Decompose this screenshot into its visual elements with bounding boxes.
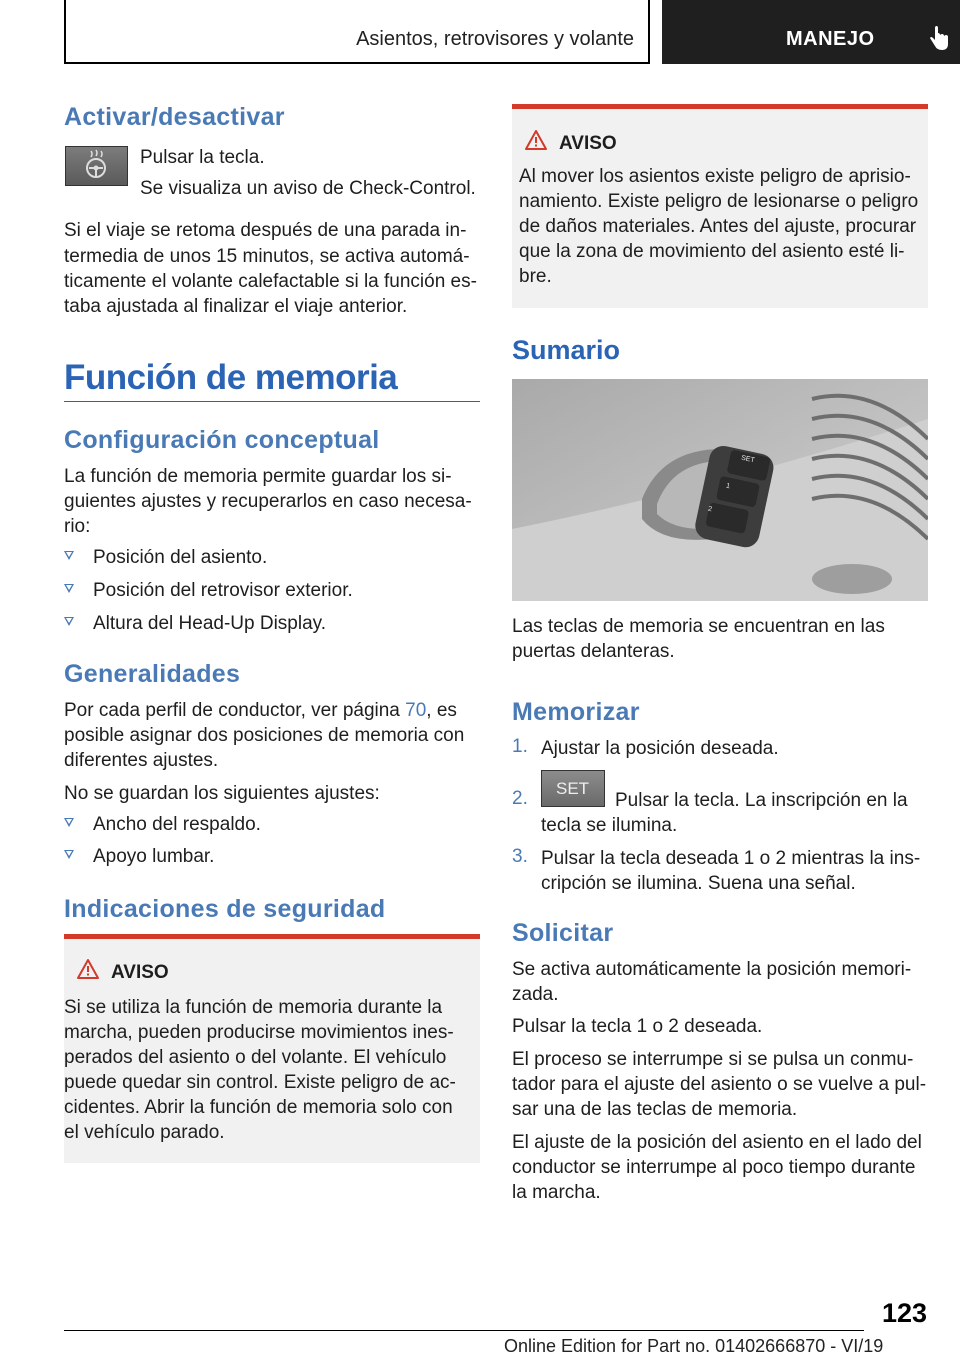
hand-pointer-icon <box>928 26 950 52</box>
bullet-triangle-icon <box>64 850 74 859</box>
generalidades-paragraph-line: Por cada perfil de conductor, ver página 70, es <box>64 700 457 721</box>
step-text: cripción se ilumina. Suena una señal. <box>541 873 856 894</box>
activar-line-1: Pulsar la tecla. <box>140 147 265 168</box>
footer-edition: Online Edition for Part no. 01402666870 - VI/19 <box>504 1336 884 1356</box>
solicitar-paragraph-line: conductor se interrumpe al poco tiempo durante <box>512 1157 916 1178</box>
bullet-triangle-icon <box>64 584 74 593</box>
warning-text-line: bre. <box>519 266 552 287</box>
generalidades-paragraph-line: posible asignar dos posiciones de memoria con <box>64 725 465 746</box>
warning-text-line: marcha, pueden producirse movimientos ines- <box>64 1022 454 1043</box>
activar-line-2: Se visualiza un aviso de Check-Control. <box>140 178 476 199</box>
solicitar-paragraph-line: El proceso se interrumpe si se pulsa un conmu- <box>512 1049 914 1070</box>
bullet-triangle-icon <box>64 818 74 827</box>
door-panel-illustration <box>512 379 928 601</box>
warning-bar <box>512 104 928 109</box>
generalidades-paragraph-2: No se guardan los siguientes ajustes: <box>64 783 380 804</box>
photo-label-1: 1 <box>725 482 731 491</box>
warning-text-line: Si se utiliza la función de memoria durante la <box>64 997 443 1018</box>
solicitar-paragraph-line: Pulsar la tecla 1 o 2 deseada. <box>512 1016 763 1037</box>
set-key-image <box>541 770 605 807</box>
funcion-memoria-heading: Función de memoria <box>64 358 398 397</box>
step-number: 2. <box>512 788 528 809</box>
warning-text-line: el vehículo parado. <box>64 1122 225 1143</box>
solicitar-paragraph-line: sar una de las teclas de memoria. <box>512 1099 798 1120</box>
seguridad-heading: Indicaciones de seguridad <box>64 895 386 923</box>
header-section-title: Asientos, retrovisores y volante <box>356 28 634 50</box>
warning-text-line: perados del asiento o del volante. El vehículo <box>64 1047 447 1068</box>
step-text: Pulsar la tecla deseada 1 o 2 mientras la ins- <box>541 848 921 869</box>
warning-text-line: de daños materiales. Antes del ajuste, procurar <box>519 216 917 237</box>
step-number: 3. <box>512 846 528 867</box>
step-text: Ajustar la posición deseada. <box>541 738 779 759</box>
header-chapter-tab <box>662 0 960 64</box>
photo-caption-line: Las teclas de memoria se encuentran en las <box>512 616 885 637</box>
solicitar-paragraph-line: Se activa automáticamente la posición memori- <box>512 959 912 980</box>
warning-text-line: cidentes. Abrir la función de memoria solo con <box>64 1097 453 1118</box>
solicitar-paragraph-line: la marcha. <box>512 1182 601 1203</box>
photo-label-set: SET <box>740 454 756 465</box>
sumario-heading: Sumario <box>512 335 621 365</box>
memorizar-heading: Memorizar <box>512 698 640 726</box>
header-section-tab <box>64 0 650 64</box>
solicitar-paragraph-line: zada. <box>512 984 559 1005</box>
solicitar-heading: Solicitar <box>512 919 614 947</box>
activar-heading: Activar/desactivar <box>64 103 285 131</box>
heated-steering-key-image <box>65 146 128 186</box>
config-paragraph-line: rio: <box>64 516 91 537</box>
warning-triangle-icon <box>524 129 548 151</box>
footer-rule <box>64 1330 864 1331</box>
page-number: 123 <box>881 1298 927 1328</box>
bullet-triangle-icon <box>64 617 74 626</box>
solicitar-paragraph-line: tador para el ajuste del asiento o se vuelve a pul- <box>512 1074 927 1095</box>
warning-text-line: namiento. Existe peligro de lesionarse o peligro <box>519 191 919 212</box>
config-paragraph-line: La función de memoria permite guardar los si- <box>64 466 452 487</box>
warning-title: AVISO <box>559 133 617 154</box>
step-number: 1. <box>512 736 528 757</box>
warning-bar <box>64 934 480 939</box>
header-chapter-title: MANEJO <box>786 28 875 50</box>
warning-title: AVISO <box>111 962 169 983</box>
generalidades-paragraph-line: diferentes ajustes. <box>64 750 219 771</box>
activar-paragraph-line: ticamente el volante calefactable si la función es- <box>64 271 477 292</box>
set-key-label: SET <box>556 779 590 798</box>
step-text: tecla se ilumina. <box>541 815 678 836</box>
activar-paragraph-line: Si el viaje se retoma después de una parada in- <box>64 220 467 241</box>
activar-paragraph-line: termedia de unos 15 minutos, se activa automá- <box>64 246 470 267</box>
config-paragraph-line: guientes ajustes y recuperarlos en caso necesa- <box>64 491 472 512</box>
page-link[interactable]: 70 <box>405 700 427 721</box>
heated-steering-wheel-icon <box>66 147 127 185</box>
warning-box <box>512 104 928 308</box>
bullet-triangle-icon <box>64 551 74 560</box>
generalidades-heading: Generalidades <box>64 660 241 688</box>
config-heading: Configuración conceptual <box>64 426 380 454</box>
warning-text-line: Al mover los asientos existe peligro de aprisio- <box>519 166 911 187</box>
warning-text-line: puede quedar sin control. Existe peligro de ac- <box>64 1072 456 1093</box>
warning-text-line: que la zona de movimiento del asiento esté li- <box>519 241 905 262</box>
photo-label-2: 2 <box>707 505 713 514</box>
door-memory-buttons-photo <box>512 379 928 601</box>
step-text: Pulsar la tecla. La inscripción en la <box>615 790 908 811</box>
warning-triangle-icon <box>76 958 100 980</box>
solicitar-paragraph-line: El ajuste de la posición del asiento en el lado del <box>512 1132 922 1153</box>
photo-caption-line: puertas delanteras. <box>512 641 675 662</box>
heading-rule <box>64 401 480 402</box>
warning-box <box>64 934 480 1163</box>
activar-paragraph-line: taba ajustada al finalizar el viaje anterior. <box>64 296 408 317</box>
